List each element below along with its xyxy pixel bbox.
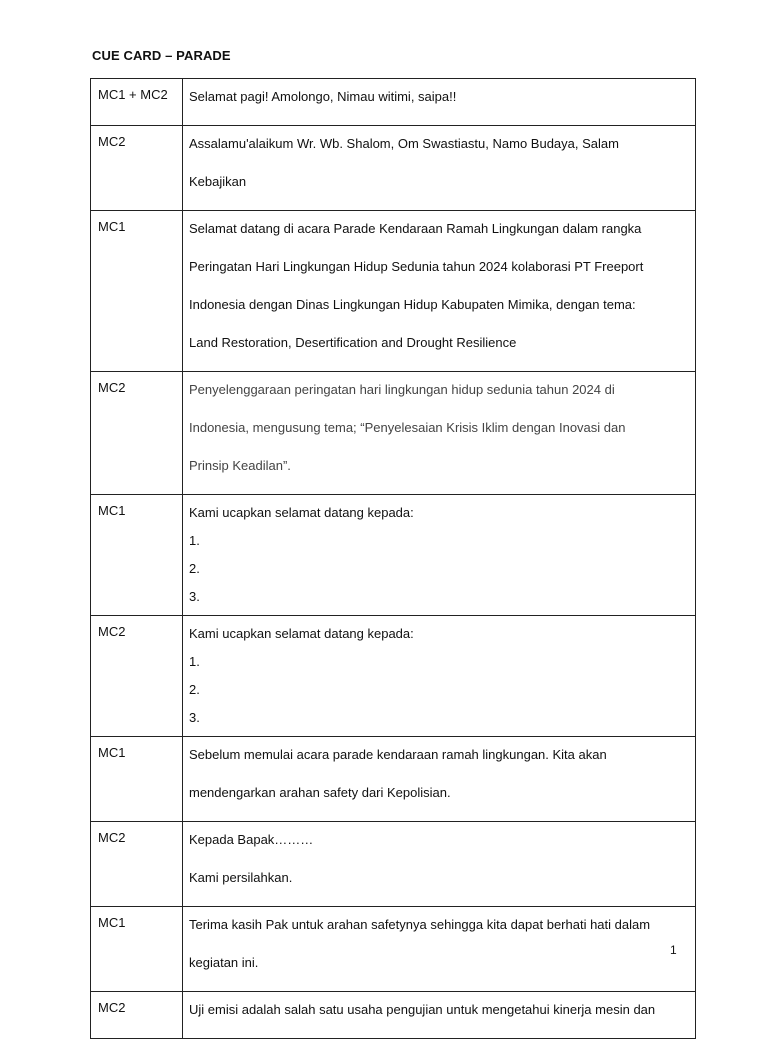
speaker-label: MC2 bbox=[98, 1000, 126, 1015]
table-row bbox=[91, 737, 696, 822]
script-line: Indonesia, mengusung tema; “Penyelesaian Krisis Iklim dengan Inovasi dan bbox=[189, 420, 626, 435]
speaker-cell bbox=[91, 616, 183, 737]
table-row bbox=[91, 907, 696, 992]
table-row bbox=[91, 372, 696, 495]
page-number: 1 bbox=[670, 943, 677, 957]
script-line: Kami ucapkan selamat datang kepada: bbox=[189, 626, 414, 641]
script-line: Terima kasih Pak untuk arahan safetynya sehingga kita dapat berhati hati dalam bbox=[189, 917, 651, 932]
script-line: Selamat pagi! Amolongo, Nimau witimi, saipa!! bbox=[189, 89, 457, 104]
script-cell bbox=[183, 126, 696, 211]
script-cell bbox=[183, 211, 696, 372]
table-row bbox=[91, 616, 696, 737]
speaker-label: MC2 bbox=[98, 134, 126, 149]
script-line: Indonesia dengan Dinas Lingkungan Hidup Kabupaten Mimika, dengan tema: bbox=[189, 297, 636, 312]
script-line: kegiatan ini. bbox=[189, 955, 259, 970]
script-cell bbox=[183, 79, 696, 126]
list-number: 3. bbox=[189, 710, 200, 725]
script-line: Prinsip Keadilan”. bbox=[189, 458, 291, 473]
table-row bbox=[91, 211, 696, 372]
speaker-label: MC1 bbox=[98, 915, 126, 930]
document-title: CUE CARD – PARADE bbox=[92, 48, 231, 63]
list-number: 1. bbox=[189, 654, 200, 669]
script-line: Uji emisi adalah salah satu usaha pengujian untuk mengetahui kinerja mesin dan bbox=[189, 1002, 656, 1017]
script-cell bbox=[183, 495, 696, 616]
script-line: Kami ucapkan selamat datang kepada: bbox=[189, 505, 414, 520]
table-row bbox=[91, 126, 696, 211]
script-line: Selamat datang di acara Parade Kendaraan Ramah Lingkungan dalam rangka bbox=[189, 221, 642, 236]
speaker-cell bbox=[91, 907, 183, 992]
speaker-label: MC1 bbox=[98, 745, 126, 760]
speaker-label: MC2 bbox=[98, 380, 126, 395]
list-number: 2. bbox=[189, 561, 200, 576]
table-row bbox=[91, 992, 696, 1039]
speaker-label: MC1 bbox=[98, 219, 126, 234]
speaker-cell bbox=[91, 211, 183, 372]
script-line: Kami persilahkan. bbox=[189, 870, 293, 885]
speaker-cell bbox=[91, 495, 183, 616]
speaker-label: MC2 bbox=[98, 830, 126, 845]
script-cell bbox=[183, 616, 696, 737]
script-line: Penyelenggaraan peringatan hari lingkungan hidup sedunia tahun 2024 di bbox=[189, 382, 615, 397]
speaker-cell bbox=[91, 737, 183, 822]
script-line: Kebajikan bbox=[189, 174, 247, 189]
list-number: 1. bbox=[189, 533, 200, 548]
list-number: 2. bbox=[189, 682, 200, 697]
list-number: 3. bbox=[189, 589, 200, 604]
speaker-cell bbox=[91, 822, 183, 907]
speaker-cell bbox=[91, 126, 183, 211]
table-row bbox=[91, 822, 696, 907]
script-line: Kepada Bapak……… bbox=[189, 832, 314, 847]
script-line: mendengarkan arahan safety dari Kepolisian. bbox=[189, 785, 451, 800]
cue-card-table bbox=[90, 78, 696, 1039]
speaker-cell bbox=[91, 372, 183, 495]
speaker-label: MC1 + MC2 bbox=[98, 87, 168, 102]
script-cell bbox=[183, 372, 696, 495]
script-cell bbox=[183, 992, 696, 1039]
speaker-cell bbox=[91, 79, 183, 126]
script-cell bbox=[183, 737, 696, 822]
speaker-label: MC1 bbox=[98, 503, 126, 518]
script-line: Peringatan Hari Lingkungan Hidup Sedunia tahun 2024 kolaborasi PT Freeport bbox=[189, 259, 644, 274]
script-cell bbox=[183, 822, 696, 907]
script-line: Sebelum memulai acara parade kendaraan ramah lingkungan. Kita akan bbox=[189, 747, 607, 762]
table-row bbox=[91, 79, 696, 126]
script-cell bbox=[183, 907, 696, 992]
speaker-label: MC2 bbox=[98, 624, 126, 639]
script-line: Assalamu'alaikum Wr. Wb. Shalom, Om Swastiastu, Namo Budaya, Salam bbox=[189, 136, 619, 151]
table-row bbox=[91, 495, 696, 616]
script-line: Land Restoration, Desertification and Drought Resilience bbox=[189, 335, 517, 350]
speaker-cell bbox=[91, 992, 183, 1039]
